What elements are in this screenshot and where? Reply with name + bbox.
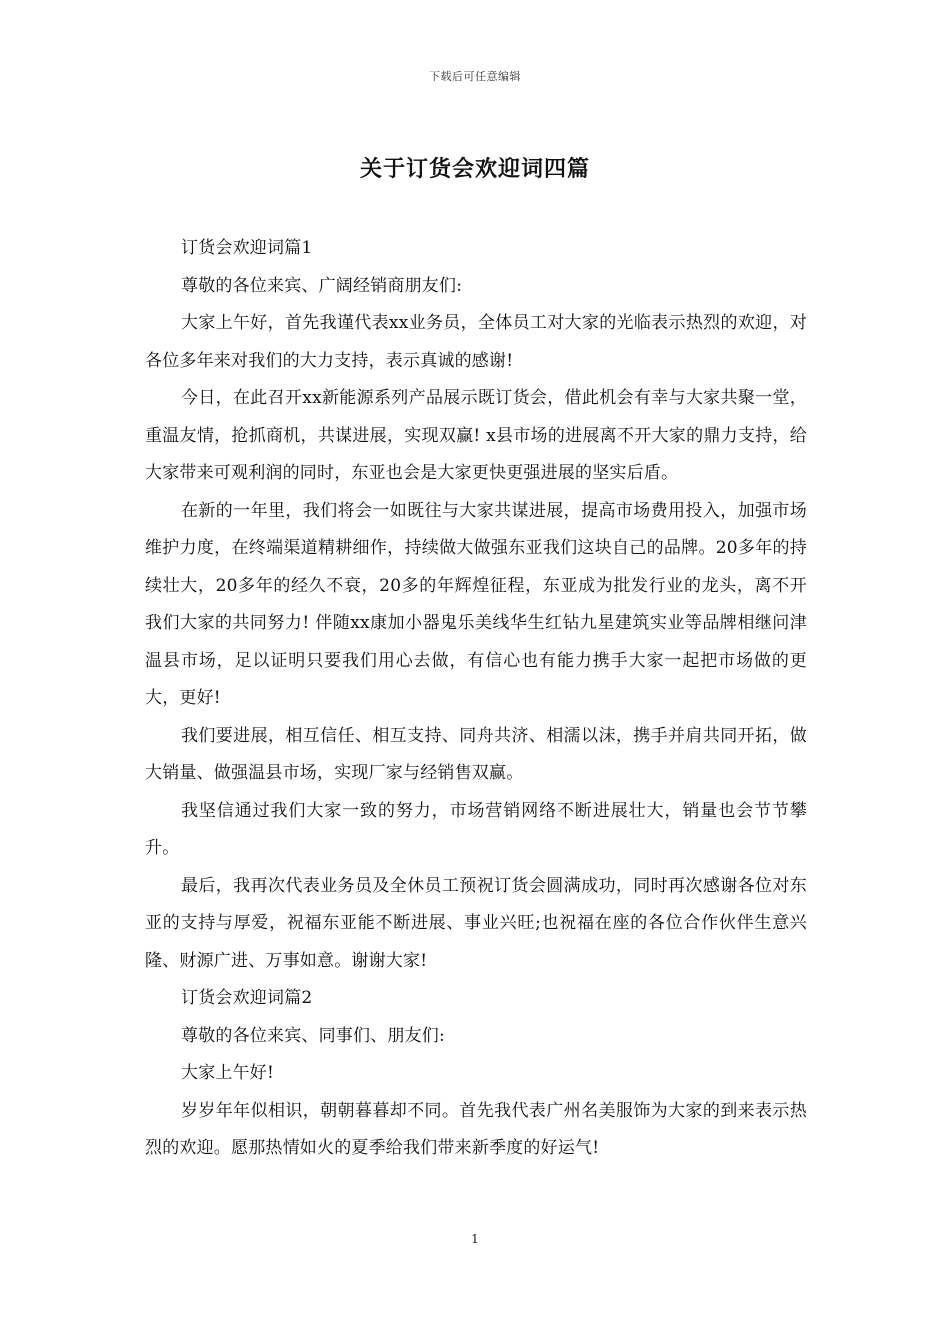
salutation-2: 尊敬的各位来宾、同事们、朋友们:	[181, 1025, 445, 1046]
document-title: 关于订货会欢迎词四篇	[359, 156, 590, 182]
section-heading-2: 订货会欢迎词篇2	[181, 988, 313, 1008]
body-paragraph: 岁岁年年似相识，朝朝暮暮却不同。首先我代表广州名美服饰为大家的到来表示热烈的欢迎。愿那热情如火的夏季给我们带来新季度的好运气!	[145, 1100, 807, 1158]
body-paragraph: 今日，在此召开xx新能源系列产品展示既订货会，借此机会有幸与大家共聚一堂，重温友情，抢抓商机，共谋进展，实现双赢! x县市场的进展离不开大家的鼎力支持，给大家带来可观利润的同时，东亚也会是大家更快更强进展的坚实后盾。	[145, 388, 807, 483]
header-note: 下载后可任意编辑	[429, 70, 521, 83]
greeting: 大家上午好!	[181, 1063, 275, 1083]
page-number: 1	[471, 1232, 479, 1246]
body-paragraph: 我们要进展，相互信任、相互支持、同舟共济、相濡以沫，携手并肩共同开拓，做大销量、做强温县市场，实现厂家与经销售双赢。	[145, 725, 807, 783]
body-paragraph: 大家上午好，首先我谨代表xx业务员，全体员工对大家的光临表示热烈的欢迎，对各位多年来对我们的大力支持，表示真诚的感谢!	[145, 313, 807, 371]
salutation-1: 尊敬的各位来宾、广阔经销商朋友们:	[181, 275, 463, 296]
section-heading-1: 订货会欢迎词篇1	[181, 238, 313, 258]
body-paragraph: 最后，我再次代表业务员及全休员工预祝订货会圆满成功，同时再次感谢各位对东亚的支持与厚爱，祝福东亚能不断进展、事业兴旺;也祝福在座的各位合作伙伴生意兴隆、财源广进、万事如意。谢谢大家!	[145, 875, 807, 971]
body-paragraph: 在新的一年里，我们将会一如既往与大家共谋进展，提高市场费用投入，加强市场维护力度，在终端渠道精耕细作，持续做大做强东亚我们这块自己的品牌。20多年的持续壮大，20多年的经久不衰，20多的年辉煌征程，东亚成为批发行业的龙头，离不开我们大家的共同努力! 伴随xx康加小器鬼乐美线华生红钻九星建筑实业等品牌相继问津温县市场，足以证明只要我们用心去做，有信心也有能力携手大家一起把市场做的更大，更好!	[145, 500, 807, 708]
body-paragraph: 我坚信通过我们大家一致的努力，市场营销网络不断进展壮大，销量也会节节攀升。	[145, 800, 807, 858]
document-body	[145, 230, 807, 1168]
